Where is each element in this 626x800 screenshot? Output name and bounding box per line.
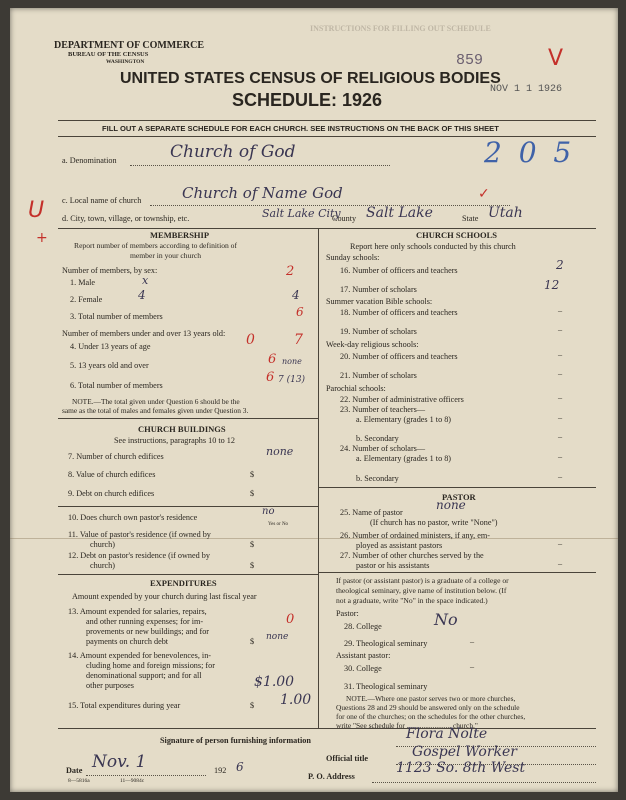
- top-check-mark: V: [548, 46, 564, 71]
- form-number: 8—5816a: [68, 778, 90, 784]
- q4-label: 4. Under 13 years of age: [70, 342, 151, 351]
- left-margin-plus: +: [36, 230, 48, 246]
- denomination-label: a. Denomination: [62, 156, 117, 165]
- q13-value: none: [266, 632, 289, 642]
- stamp-number: 859: [456, 52, 484, 69]
- q12-label-b: church): [90, 561, 116, 570]
- q13-label-b: and other running expenses; for im-: [86, 617, 204, 626]
- official-title-label: Official title: [326, 754, 369, 763]
- schools-title: CHURCH SCHOOLS: [416, 230, 497, 240]
- q1-extra: x: [142, 274, 149, 287]
- bureau-name: BUREAU OF THE CENSUS: [68, 51, 149, 58]
- grad-note-3: not a graduate, write "No" in the space indicated.): [336, 596, 488, 605]
- pastor-title: PASTOR: [442, 492, 476, 502]
- q26-dash: –: [558, 539, 563, 548]
- q17-label: 17. Number of scholars: [340, 285, 417, 294]
- q5-value: none: [282, 357, 302, 366]
- q23b-dash: –: [558, 432, 563, 441]
- q26-label-b: ployed as assistant pastors: [356, 541, 443, 550]
- q23a-dash: –: [558, 413, 563, 422]
- q13-label-d: payments on church debt: [86, 637, 169, 646]
- q24a-label: a. Elementary (grades 1 to 8): [356, 454, 452, 463]
- q11-label-b: church): [90, 540, 116, 549]
- census-schedule-form: [10, 8, 618, 792]
- buildings-subtitle: See instructions, paragraphs 10 to 12: [114, 436, 235, 445]
- city-label: d. City, town, village, or township, etc.: [62, 214, 190, 223]
- q5-label: 5. 13 years old and over: [70, 361, 149, 370]
- q29-dash: –: [470, 637, 475, 646]
- q25-note: (If church has no pastor, write "None"): [370, 518, 498, 527]
- q21-dash: –: [558, 369, 563, 378]
- q25-value: none: [436, 498, 466, 512]
- q22-label: 22. Number of administrative officers: [340, 395, 464, 404]
- q16-value: 2: [556, 258, 564, 272]
- q27-label-b: pastor or his assistants: [356, 561, 430, 570]
- date-label: Date: [66, 766, 83, 775]
- weekday-schools: Week-day religious schools:: [326, 340, 419, 349]
- q5-left-value: 6: [268, 352, 277, 367]
- q21-label: 21. Number of scholars: [340, 371, 417, 380]
- signature-label: Signature of person furnishing information: [160, 736, 311, 745]
- official-title-value: Gospel Worker: [412, 744, 517, 760]
- year-prefix: 192: [214, 766, 227, 775]
- q4-left-value: 0: [246, 332, 255, 348]
- city-value: Salt Lake City: [262, 207, 341, 220]
- summer-schools: Summer vacation Bible schools:: [326, 297, 433, 306]
- q7-label: 7. Number of church edifices: [68, 452, 164, 461]
- date-value: Nov. 1: [92, 752, 147, 772]
- q23b-label: b. Secondary: [356, 434, 399, 443]
- buildings-title: CHURCH BUILDINGS: [138, 424, 226, 434]
- q23a-label: a. Elementary (grades 1 to 8): [356, 415, 452, 424]
- stamp-date: NOV 1 1 1926: [490, 84, 563, 95]
- q27-label-a: 27. Number of other churches served by the: [340, 551, 484, 560]
- q29-label: 29. Theological seminary: [344, 639, 428, 648]
- q1-value: 2: [286, 264, 295, 279]
- q25-label: 25. Name of pastor: [340, 508, 403, 517]
- q18-dash: –: [558, 306, 563, 315]
- q6-value: 7 (13): [278, 375, 306, 385]
- members-by-sex: Number of members, by sex:: [62, 266, 158, 275]
- q3-label: 3. Total number of members: [70, 312, 163, 321]
- state-value: Utah: [488, 205, 523, 221]
- assistant-pastor-label: Assistant pastor:: [336, 651, 391, 660]
- form-number-2: 11—9084c: [120, 778, 145, 784]
- q15-label: 15. Total expenditures during year: [68, 701, 181, 710]
- q19-label: 19. Number of scholars: [340, 327, 417, 336]
- q28-value: No: [434, 610, 458, 629]
- q19-dash: –: [558, 325, 563, 334]
- q14-label-a: 14. Amount expended for benevolences, in-: [68, 651, 212, 660]
- q31-label: 31. Theological seminary: [344, 682, 428, 691]
- q10-value: no: [262, 506, 275, 517]
- q2-left-value: 4: [138, 288, 146, 302]
- membership-note-2: same as the total of males and females given under Question 3.: [62, 406, 249, 415]
- po-address-value: 1123 So. 8th West: [396, 760, 526, 776]
- membership-note-1: NOTE.—The total given under Question 6 should be the: [72, 397, 240, 406]
- q6-left-value: 6: [266, 370, 275, 385]
- q15-value: 1.00: [280, 692, 312, 708]
- q24a-dash: –: [558, 452, 563, 461]
- q22-dash: –: [558, 393, 563, 402]
- expenditures-title: EXPENDITURES: [150, 578, 217, 588]
- yes-no-hint: Yes or No: [268, 522, 289, 527]
- schedule-title: SCHEDULE: 1926: [232, 90, 383, 110]
- q11-label-a: 11. Value of pastor's residence (if owned by: [68, 530, 211, 539]
- membership-subtitle-1: Report number of members according to definition of: [74, 241, 238, 250]
- q14-label-b: cluding home and foreign missions; for: [86, 661, 215, 670]
- age-head: Number of members under and over 13 years old:: [62, 329, 226, 338]
- instruction-line: FILL OUT A SEPARATE SCHEDULE FOR EACH CHURCH. SEE INSTRUCTIONS ON THE BACK OF THIS SHEET: [102, 124, 499, 133]
- grad-note-2: theological seminary, give name of institution below. (If: [336, 586, 507, 595]
- q13-label-a: 13. Amount expended for salaries, repairs,: [68, 607, 207, 616]
- state-label: State: [462, 214, 479, 223]
- grad-note-1: If pastor (or assistant pastor) is a graduate of a college or: [336, 576, 509, 585]
- q4-value: 7: [294, 332, 303, 348]
- membership-subtitle-2: member in your church: [130, 251, 202, 260]
- q9-dollar: $: [250, 489, 255, 498]
- q23-label: 23. Number of teachers—: [340, 405, 426, 414]
- denomination-value: Church of God: [170, 142, 296, 162]
- q3-value: 6: [296, 305, 304, 319]
- q13-mark: 0: [286, 612, 295, 627]
- pastor-note-4: write "See schedule for ........................ church.": [336, 721, 478, 730]
- q8-label: 8. Value of church edifices: [68, 470, 156, 479]
- q12-label-a: 12. Debt on pastor's residence (if owned by: [68, 551, 210, 560]
- signature-value: Flora Nolte: [406, 726, 488, 742]
- q24b-label: b. Secondary: [356, 474, 399, 483]
- county-check-mark: ✓: [478, 186, 490, 202]
- pastor-label: Pastor:: [336, 609, 359, 618]
- q18-label: 18. Number of officers and teachers: [340, 308, 458, 317]
- q26-label-a: 26. Number of ordained ministers, if any, em-: [340, 531, 490, 540]
- po-address-label: P. O. Address: [308, 772, 355, 781]
- q14-label-d: other purposes: [86, 681, 134, 690]
- q17-value: 12: [544, 278, 560, 292]
- q2-label: 2. Female: [70, 295, 103, 304]
- dept-name: DEPARTMENT OF COMMERCE: [54, 40, 205, 51]
- q15-dollar: $: [250, 701, 255, 710]
- pastor-note-1: NOTE.—Where one pastor serves two or more churches,: [346, 694, 516, 703]
- q24b-dash: –: [558, 472, 563, 481]
- parochial-schools: Parochial schools:: [326, 384, 386, 393]
- local-name-value: Church of Name God: [182, 184, 343, 202]
- form-title: UNITED STATES CENSUS OF RELIGIOUS BODIES: [120, 70, 501, 87]
- q7-value: none: [266, 445, 294, 458]
- q14-label-c: denominational support; and for all: [86, 671, 202, 680]
- q6-label: 6. Total number of members: [70, 381, 163, 390]
- q13-label-c: provements or new buildings; and for: [86, 627, 210, 636]
- q13-dollar: $: [250, 637, 255, 646]
- q28-label: 28. College: [344, 622, 382, 631]
- denomination-code: 2 0 5: [484, 136, 576, 169]
- left-margin-u: U: [28, 198, 45, 223]
- q27-dash: –: [558, 559, 563, 568]
- county-label: County: [332, 214, 357, 223]
- q8-dollar: $: [250, 470, 255, 479]
- pastor-note-2: Questions 28 and 29 should be answered only on the schedule: [336, 703, 520, 712]
- q9-label: 9. Debt on church edifices: [68, 489, 155, 498]
- schools-subtitle: Report here only schools conducted by this church: [350, 242, 516, 251]
- q20-label: 20. Number of officers and teachers: [340, 352, 458, 361]
- bleed-through-text: INSTRUCTIONS FOR FILLING OUT SCHEDULE: [310, 24, 491, 33]
- q16-label: 16. Number of officers and teachers: [340, 266, 458, 275]
- expenditures-subtitle: Amount expended by your church during last fiscal year: [72, 592, 257, 601]
- city-name: WASHINGTON: [106, 59, 145, 65]
- q20-dash: –: [558, 350, 563, 359]
- q30-label: 30. College: [344, 664, 382, 673]
- q11-dollar: $: [250, 540, 255, 549]
- q12-dollar: $: [250, 561, 255, 570]
- q30-dash: –: [470, 662, 475, 671]
- q14-value: $1.00: [254, 674, 295, 690]
- sunday-schools: Sunday schools:: [326, 253, 380, 262]
- q1-label: 1. Male: [70, 278, 96, 287]
- pastor-note-3: for one of the churches; on the schedules for the other churches,: [336, 712, 526, 721]
- q2-value: 4: [292, 288, 300, 302]
- membership-title: MEMBERSHIP: [150, 230, 210, 240]
- local-name-label: c. Local name of church: [62, 196, 142, 205]
- year-value: 6: [236, 760, 244, 774]
- q24-label: 24. Number of scholars—: [340, 444, 426, 453]
- q10-label: 10. Does church own pastor's residence: [68, 513, 198, 522]
- county-value: Salt Lake: [366, 205, 433, 221]
